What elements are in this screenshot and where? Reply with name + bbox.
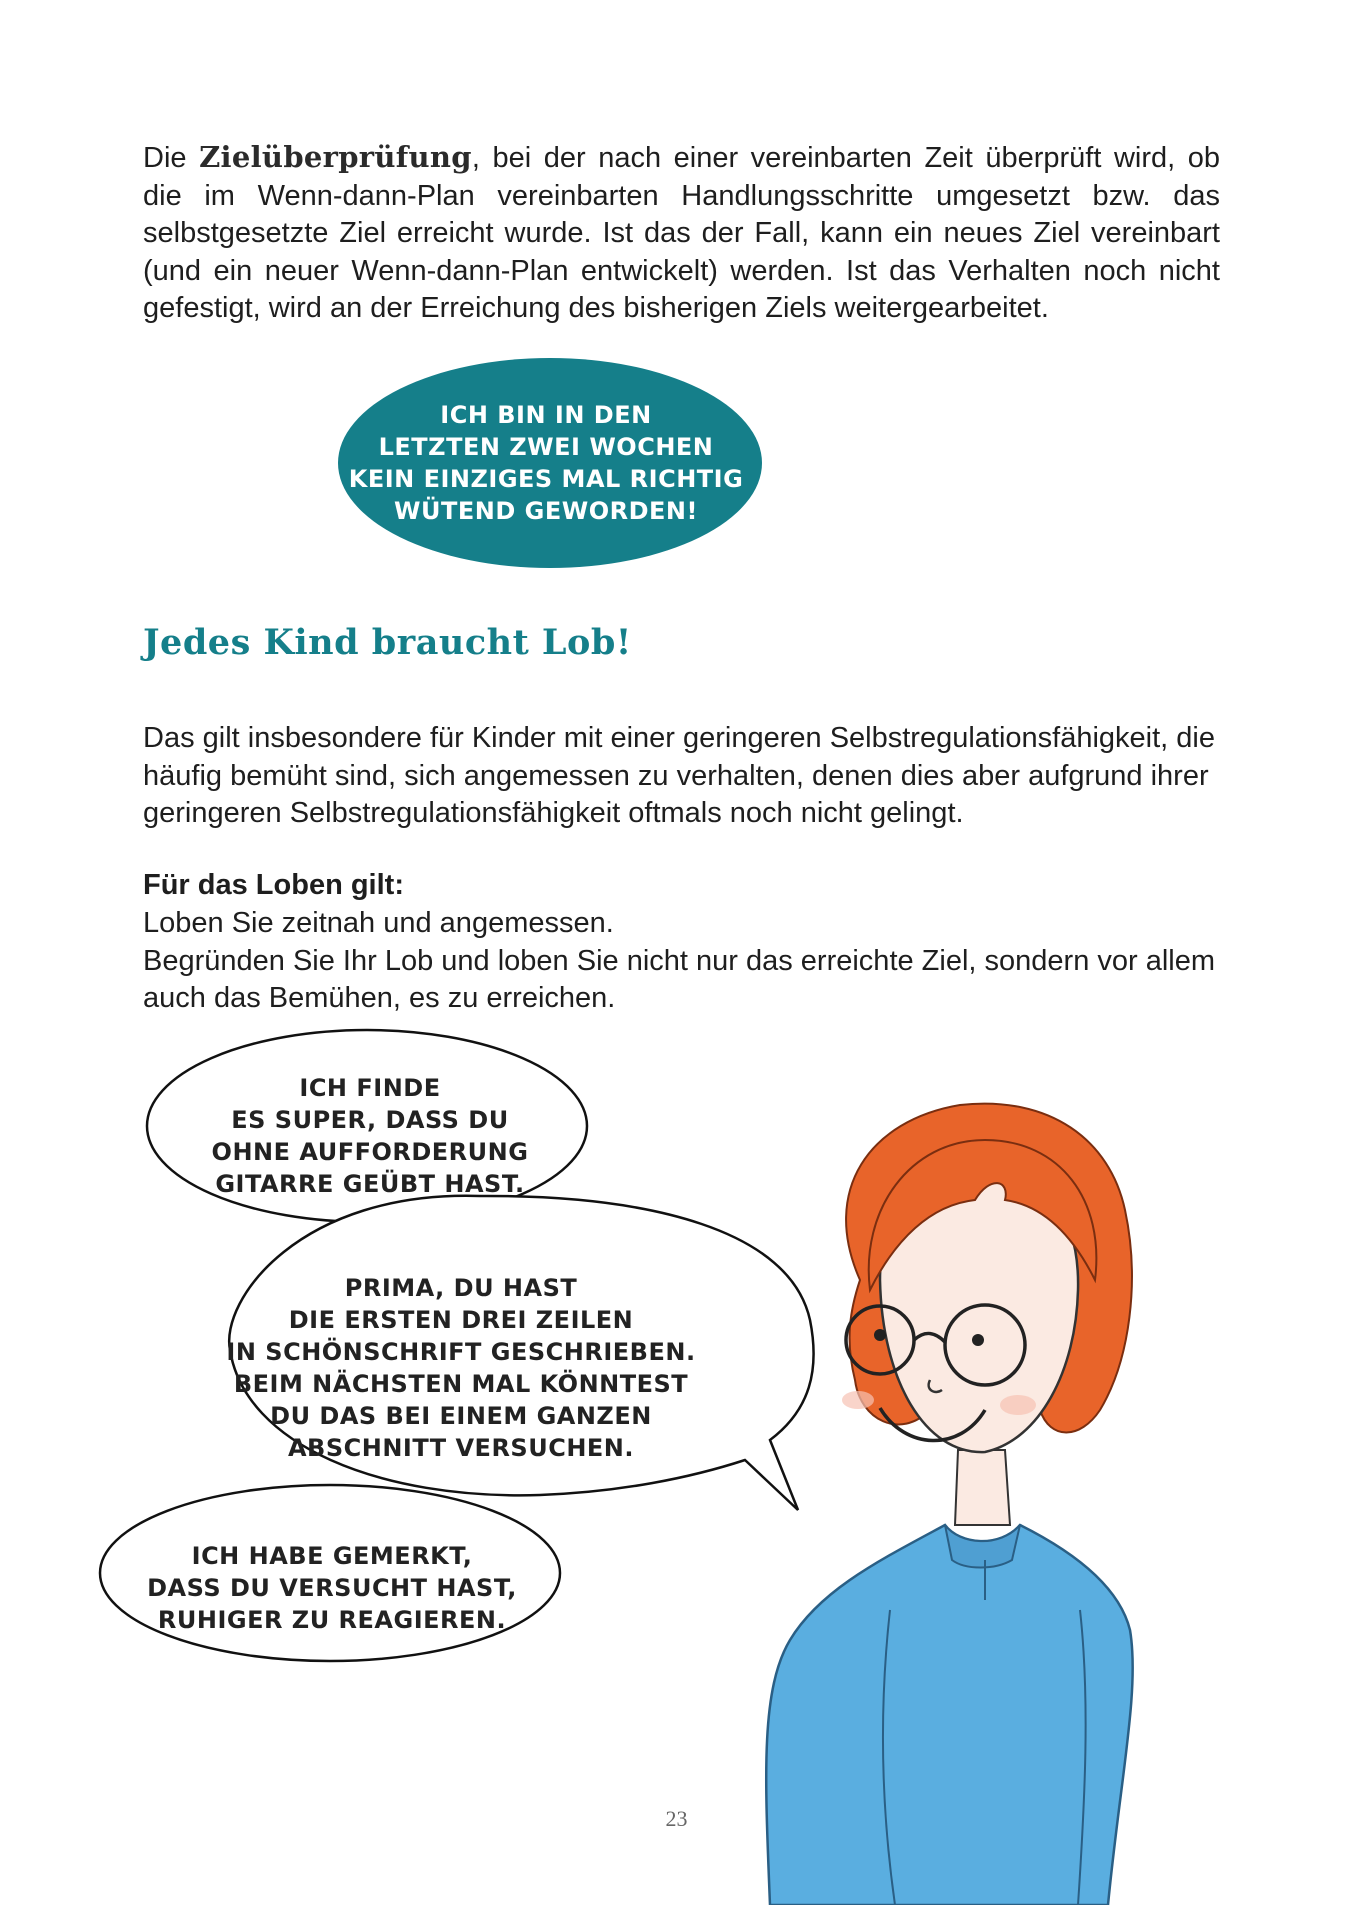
bubble-line: RUHIGER ZU REAGIEREN. [157, 1606, 507, 1634]
rule-line: Begründen Sie Ihr Lob und loben Sie nicht nur das erreichte Ziel, sondern vor allem auch das Bemühen, es zu erreichen. [143, 944, 1216, 1014]
rules-list [143, 905, 1220, 1018]
bubble-line: GITARRE GEÜBT HAST. [215, 1170, 525, 1198]
teal-line: ICH BIN IN DEN [440, 401, 652, 429]
bubble-line: PRIMA, DU HAST [344, 1274, 578, 1302]
teal-line: KEIN EINZIGES MAL RICHTIG [348, 465, 744, 493]
bubble-line: ICH HABE GEMERKT, [191, 1542, 473, 1570]
bubble-line: ICH FINDE [299, 1074, 441, 1102]
rule-line: Loben Sie zeitnah und angemessen. [143, 907, 614, 939]
bubble-line: DU DAS BEI EINEM GANZEN [270, 1402, 652, 1430]
bubble-line: DIE ERSTEN DREI ZEILEN [288, 1306, 634, 1334]
teal-bubble-text [326, 399, 766, 527]
bubble-line: DASS DU VERSUCHT HAST, [147, 1574, 517, 1602]
speech-bubble-1-text [165, 1072, 575, 1200]
bubble-line: OHNE AUFFORDERUNG [211, 1138, 529, 1166]
rules-title: Für das Loben gilt: [143, 869, 404, 901]
intro-term: Zielüberprüfung [199, 140, 472, 174]
bubble-line: IN SCHÖNSCHRIFT GESCHRIEBEN. [226, 1338, 696, 1366]
teal-line: WÜTEND GEWORDEN! [394, 497, 698, 525]
intro-rest: , bei der nach einer vereinbarten Zeit überprüft wird, ob die im Wenn-dann-Plan vereinbarten Handlungsschritte umgesetzt bzw. das selbstgesetzte Ziel erreicht wurde. Ist das der Fall, kann ein neues Ziel vereinbart (und ein neuer Wenn-dann-Plan entwickelt) werden. Ist das Verhalten noch nicht gefestigt, wird an der Erreichung des bisherigen Ziels weitergearbeitet. [143, 142, 1221, 324]
body-paragraph: Das gilt insbesondere für Kinder mit einer geringeren Selbstregulationsfähigkeit, die häufig bemüht sind, sich angemessen zu verhalten, denen dies aber aufgrund ihrer geringeren Selbstregulationsfähigkeit oftmals noch nicht gelingt. [143, 722, 1215, 829]
bubble-line: BEIM NÄCHSTEN MAL KÖNNTEST [233, 1370, 689, 1398]
teal-line: LETZTEN ZWEI WOCHEN [378, 433, 714, 461]
bubble-line: ES SUPER, DASS DU [231, 1106, 509, 1134]
speech-bubble-2-text [226, 1272, 696, 1464]
woman-illustration [766, 1104, 1132, 1905]
section-heading: Jedes Kind braucht Lob! [143, 622, 632, 663]
speech-bubble-3-text [102, 1540, 562, 1636]
intro-lead: Die [143, 142, 200, 174]
bubble-line: ABSCHNITT VERSUCHEN. [287, 1434, 635, 1462]
page-number: 23 [665, 1806, 688, 1831]
